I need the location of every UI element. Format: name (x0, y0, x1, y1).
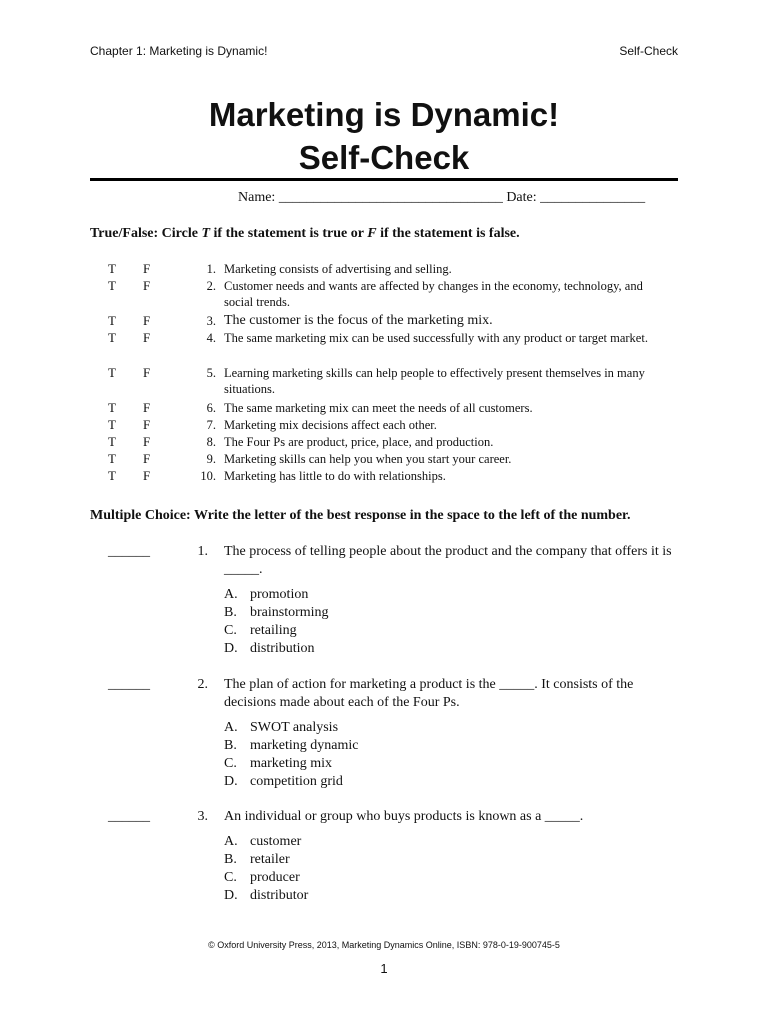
mc-question-3-options (224, 833, 524, 905)
tf-item-3-false[interactable]: F (143, 313, 151, 328)
running-header (90, 44, 678, 62)
copyright-footer: © Oxford University Press, 2013, Marketing Dynamics Online, ISBN: 978-0-19-900745-5 (208, 940, 560, 950)
mc-answer-blank-2[interactable]: ______ (108, 677, 150, 692)
tf-item-1-true[interactable]: T (108, 261, 116, 276)
tf-item-6-text: The same marketing mix can meet the needs of all customers. (224, 401, 533, 415)
tf-item-4 (0, 330, 768, 365)
tf-instr-part-a: True/False: Circle (90, 226, 202, 241)
tf-item-10-true[interactable]: T (108, 468, 116, 483)
mc-question-2-num: 2. (197, 677, 208, 692)
mc-option (224, 640, 524, 658)
tf-instr-f: F (367, 226, 377, 241)
option-letter: A. (224, 834, 238, 849)
option-text: brainstorming (250, 605, 329, 620)
tf-item-2-text: Customer needs and wants are affected by changes in the economy, technology, and social trends. (224, 279, 643, 309)
option-letter: D. (224, 888, 238, 903)
name-date-line: Name: ________________________________ Date: _______________ (238, 190, 646, 205)
option-letter: A. (224, 720, 238, 735)
option-letter: B. (224, 605, 237, 620)
tf-item-10-num: 10. (200, 469, 216, 483)
tf-item-7-true[interactable]: T (108, 417, 116, 432)
tf-item-9-false[interactable]: F (143, 451, 151, 466)
mc-option (224, 755, 524, 773)
option-text: competition grid (250, 774, 343, 789)
tf-item-7 (0, 417, 768, 434)
mc-option (224, 604, 524, 622)
tf-item-3-true[interactable]: T (108, 313, 116, 328)
tf-item-1 (0, 261, 768, 278)
tf-item-1-false[interactable]: F (143, 261, 151, 276)
mc-option (224, 833, 524, 851)
mc-option (224, 869, 524, 887)
mc-option (224, 719, 524, 737)
tf-item-3 (0, 313, 768, 330)
option-letter: C. (224, 756, 237, 771)
tf-item-5-true[interactable]: T (108, 365, 116, 380)
option-text: SWOT analysis (250, 720, 339, 735)
mc-option (224, 887, 524, 905)
mc-instructions: Multiple Choice: Write the letter of the best response in the space to the left of the number. (90, 508, 631, 523)
tf-instr-part-c: if the statement is false. (376, 226, 520, 241)
tf-item-6-false[interactable]: F (143, 400, 151, 415)
tf-item-4-text: The same marketing mix can be used successfully with any product or target market. (224, 331, 648, 345)
tf-item-2-num: 2. (206, 279, 216, 293)
tf-item-2 (0, 278, 768, 313)
option-text: customer (250, 834, 302, 849)
mc-question-2-stem: The plan of action for marketing a product is the _____. It consists of the decisions made about each of the Four Ps. (224, 677, 634, 710)
tf-item-2-true[interactable]: T (108, 278, 116, 293)
tf-item-1-text: Marketing consists of advertising and selling. (224, 262, 452, 276)
tf-item-6 (0, 400, 768, 417)
tf-item-2-false[interactable]: F (143, 278, 151, 293)
title-rule (90, 178, 678, 181)
option-letter: B. (224, 852, 237, 867)
mc-answer-blank-3[interactable]: ______ (108, 809, 150, 824)
option-letter: D. (224, 641, 238, 656)
tf-item-8-false[interactable]: F (143, 434, 151, 449)
mc-question-2-options (224, 719, 524, 791)
tf-item-4-true[interactable]: T (108, 330, 116, 345)
title-line-1: Marketing is Dynamic! (208, 96, 560, 133)
option-letter: C. (224, 623, 237, 638)
tf-item-9-num: 9. (206, 452, 216, 466)
mc-option (224, 737, 524, 755)
option-letter: A. (224, 587, 238, 602)
tf-item-5-false[interactable]: F (143, 365, 151, 380)
tf-item-7-num: 7. (206, 418, 216, 432)
option-letter: B. (224, 738, 237, 753)
option-letter: D. (224, 774, 238, 789)
tf-item-8-text: The Four Ps are product, price, place, and production. (224, 435, 494, 449)
tf-item-4-num: 4. (206, 331, 216, 345)
tf-item-9-true[interactable]: T (108, 451, 116, 466)
option-text: producer (250, 870, 300, 885)
section-label: Self-Check (619, 44, 678, 58)
mc-question-3-num: 3. (197, 809, 208, 824)
option-text: marketing mix (250, 756, 333, 771)
mc-question-1-num: 1. (197, 544, 208, 559)
tf-list (0, 261, 768, 485)
title-line-2: Self-Check (298, 139, 470, 176)
mc-question-3-stem: An individual or group who buys products is known as a _____. (224, 809, 584, 824)
option-letter: C. (224, 870, 237, 885)
page-title (0, 93, 768, 179)
mc-answer-blank-1[interactable]: ______ (108, 544, 150, 559)
tf-item-6-true[interactable]: T (108, 400, 116, 415)
tf-item-8 (0, 434, 768, 451)
option-text: distribution (250, 641, 315, 656)
tf-item-3-text: The customer is the focus of the marketing mix. (224, 313, 493, 328)
tf-item-1-num: 1. (206, 262, 216, 276)
mc-question-1-options (224, 586, 524, 658)
tf-item-3-num: 3. (206, 314, 216, 328)
option-text: marketing dynamic (250, 738, 359, 753)
page-number: 1 (380, 961, 388, 976)
tf-item-8-num: 8. (206, 435, 216, 449)
mc-question-1-stem: The process of telling people about the product and the company that offers it is _____. (224, 544, 672, 577)
mc-option (224, 586, 524, 604)
tf-item-6-num: 6. (206, 401, 216, 415)
option-text: retailer (250, 852, 290, 867)
tf-item-5-text: Learning marketing skills can help people to effectively present themselves in many situations. (224, 366, 645, 396)
tf-item-7-false[interactable]: F (143, 417, 151, 432)
chapter-label: Chapter 1: Marketing is Dynamic! (90, 44, 268, 58)
option-text: retailing (250, 623, 297, 638)
tf-instructions (90, 226, 690, 242)
option-text: distributor (250, 888, 309, 903)
tf-item-8-true[interactable]: T (108, 434, 116, 449)
tf-item-9 (0, 451, 768, 468)
tf-item-5-num: 5. (206, 366, 216, 380)
tf-item-10-text: Marketing has little to do with relationships. (224, 469, 446, 483)
mc-option (224, 851, 524, 869)
tf-item-5 (0, 365, 768, 400)
tf-item-7-text: Marketing mix decisions affect each other. (224, 418, 437, 432)
mc-option (224, 622, 524, 640)
tf-item-10-false[interactable]: F (143, 468, 151, 483)
tf-item-9-text: Marketing skills can help you when you start your career. (224, 452, 512, 466)
mc-option (224, 773, 524, 791)
tf-item-4-false[interactable]: F (143, 330, 151, 345)
tf-instr-t: T (201, 226, 211, 241)
tf-instr-part-b: if the statement is true or (210, 226, 368, 241)
tf-item-10 (0, 468, 768, 485)
option-text: promotion (250, 587, 309, 602)
